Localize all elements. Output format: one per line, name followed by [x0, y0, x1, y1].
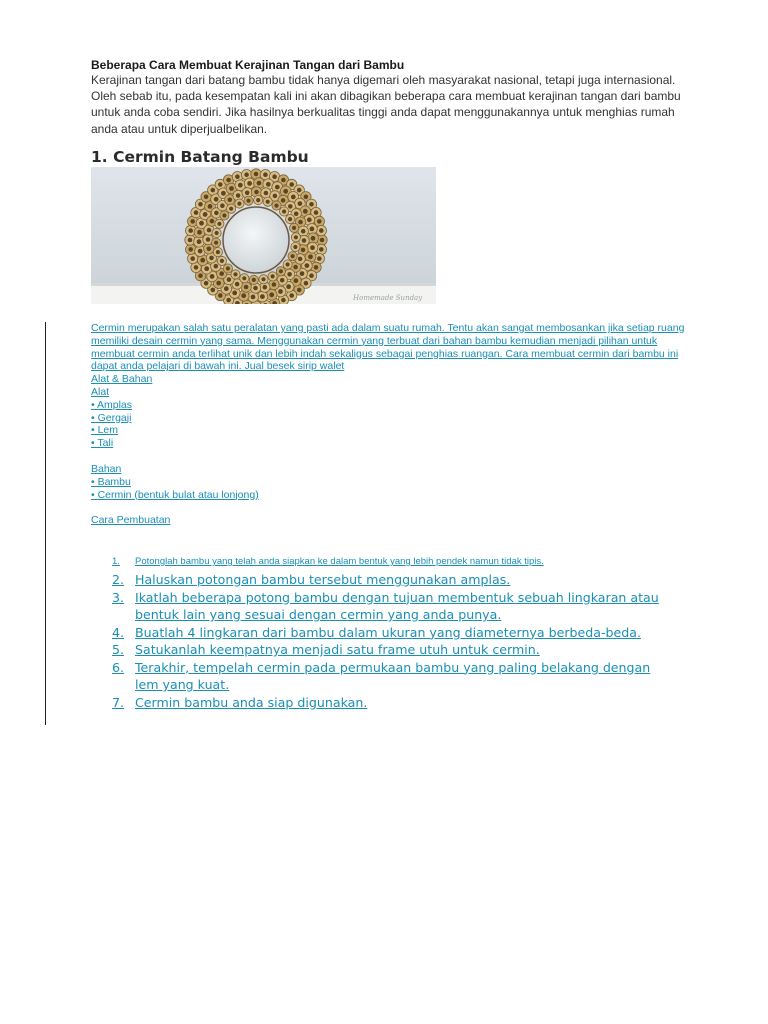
- step-text: Haluskan potongan bambu tersebut menggunakan amplas.: [135, 572, 511, 587]
- step-item[interactable]: [112, 659, 672, 694]
- section-heading: 1. Cermin Batang Bambu: [91, 148, 309, 166]
- step-text: Cermin bambu anda siap digunakan.: [135, 694, 368, 710]
- tool-item[interactable]: • Lem: [91, 424, 119, 437]
- description-link[interactable]: Cermin merupakan salah satu peralatan yang pasti ada dalam suatu rumah. Tentu akan sangat membosankan jika setiap ruang memiliki desain cermin yang sama. Menggunakan cermin yang terbuat dari bahan bambu kemudian menjadi pilihan untuk membuat cermin anda terlihat unik dan lebih indah sekaligus sebagai penghias ruangan. Cara membuat cermin dari bambu ini dapat anda pelajari di bawah ini. Jual besek sirip walet: [91, 322, 685, 373]
- step-number: 6.: [112, 659, 125, 675]
- material-item[interactable]: • Cermin (bentuk bulat atau lonjong): [91, 488, 259, 501]
- step-number: 2.: [112, 572, 125, 587]
- step-item[interactable]: [112, 641, 672, 659]
- step-item[interactable]: [112, 571, 672, 589]
- article-intro: Kerajinan tangan dari batang bambu tidak hanya digemari oleh masyarakat nasional, tetapi juga internasional. Oleh sebab itu, pada kesempatan kali ini akan dibagikan beberapa cara membuat kerajinan tangan dari bambu untuk anda coba sendiri. Jika hasilnya berkualitas tinggi anda dapat menggunakannya untuk menghias rumah anda atau untuk diperjualbelikan.: [91, 73, 681, 136]
- method-heading[interactable]: Cara Pembuatan: [91, 514, 171, 527]
- article-title: Beberapa Cara Membuat Kerajinan Tangan dari Bambu: [91, 58, 405, 72]
- step-number: 4.: [112, 624, 125, 640]
- step-item[interactable]: [112, 624, 672, 642]
- material-item[interactable]: • Bambu: [91, 475, 131, 488]
- tool-item[interactable]: • Tali: [91, 437, 114, 450]
- step-number: 1.: [112, 556, 120, 567]
- materials-heading[interactable]: Bahan: [91, 462, 122, 475]
- step-text: Potonglah bambu yang telah anda siapkan ke dalam bentuk yang lebih pendek namun tidak tipis.: [135, 556, 544, 567]
- step-text: Satukanlah keempatnya menjadi satu frame utuh untuk cermin.: [135, 642, 540, 657]
- tool-item[interactable]: • Gergaji: [91, 411, 132, 424]
- image-watermark: Homemade Sunday: [353, 294, 423, 302]
- step-item[interactable]: [112, 589, 672, 624]
- step-text: Buatlah 4 lingkaran dari bambu dalam ukuran yang diameternya berbeda-beda.: [135, 624, 641, 640]
- steps-list: [112, 555, 672, 711]
- step-text: Ikatlah beberapa potong bambu dengan tujuan membentuk sebuah lingkaran atau bentuk lain yang sesuai dengan cermin yang anda punya.: [135, 589, 659, 622]
- step-item[interactable]: [112, 694, 672, 712]
- tool-item[interactable]: • Amplas: [91, 398, 133, 411]
- step-number: 3.: [112, 589, 125, 605]
- step-number: 5.: [112, 642, 125, 657]
- bamboo-mirror-photo: [91, 167, 436, 304]
- step-text: Terakhir, tempelah cermin pada permukaan bambu yang paling belakang dengan lem yang kuat.: [135, 659, 651, 692]
- step-item[interactable]: [112, 555, 672, 568]
- tools-heading[interactable]: Alat: [91, 385, 110, 398]
- article-body-links: [91, 322, 691, 527]
- step-number: 7.: [112, 694, 125, 710]
- left-margin-rule: [45, 322, 46, 725]
- tools-materials-heading[interactable]: Alat & Bahan: [91, 373, 153, 386]
